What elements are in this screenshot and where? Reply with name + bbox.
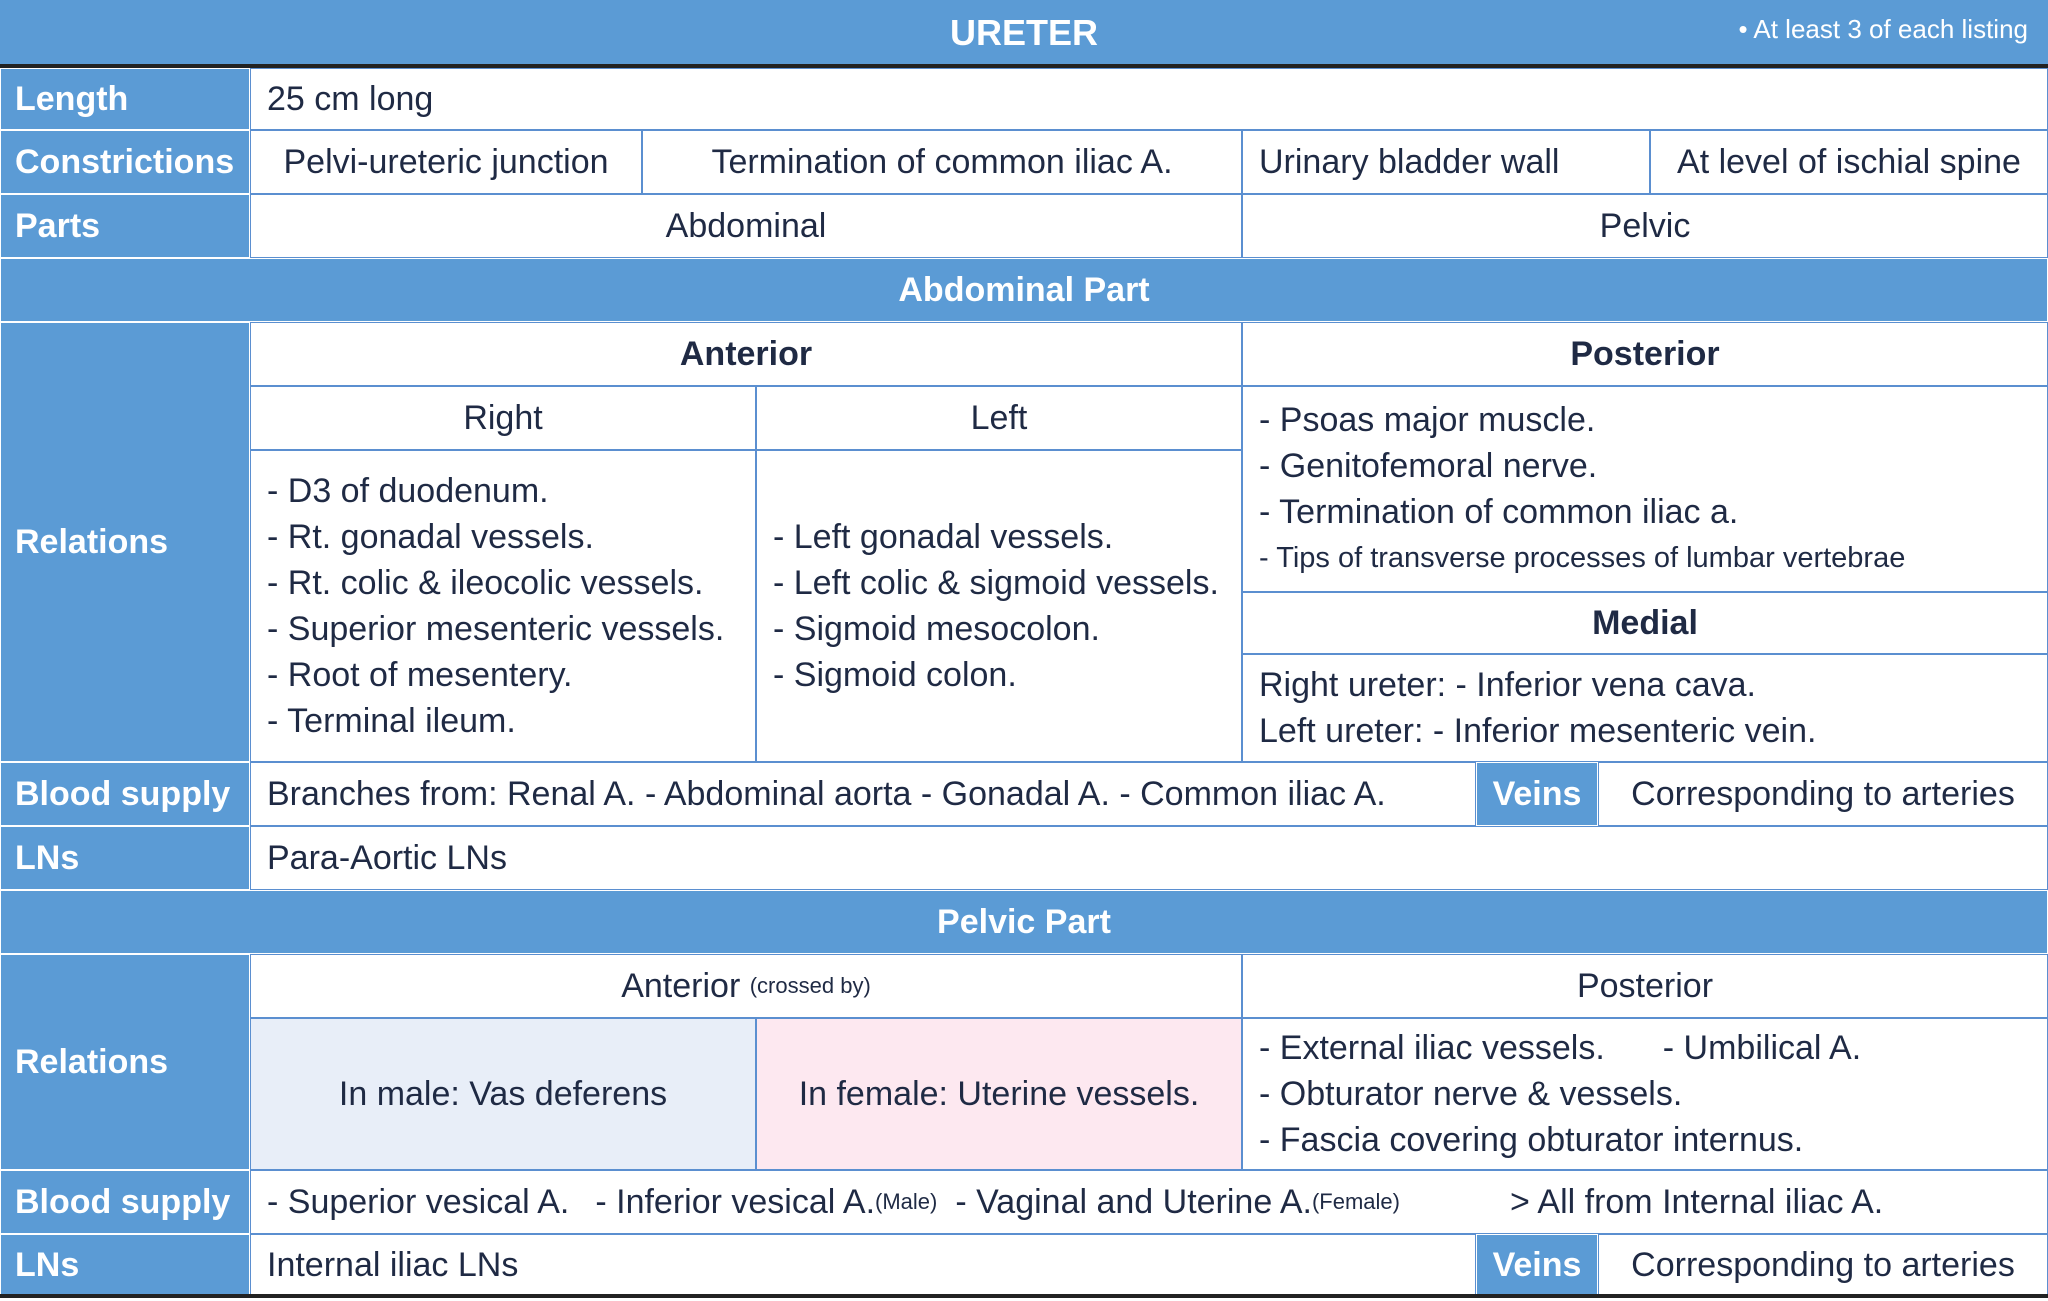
pelvic-veins-value: Corresponding to arteries (1598, 1234, 2048, 1296)
abdominal-blood-label: Blood supply (0, 762, 250, 826)
abdominal-part-header: Abdominal Part (0, 258, 2048, 322)
list-item: - Terminal ileum. (267, 702, 516, 740)
length-value: 25 cm long (250, 68, 2048, 130)
pelvic-anterior-note: (crossed by) (749, 973, 871, 998)
list-item: - Fascia covering obturator internus. (1259, 1121, 1804, 1159)
pelvic-veins-label: Veins (1476, 1234, 1598, 1296)
abdominal-blood-value: Branches from: Renal A. - Abdominal aorta - Gonadal A. - Common iliac A. (250, 762, 1476, 826)
length-label: Length (0, 68, 250, 130)
abdominal-left-list (756, 450, 1242, 762)
pelvic-female-cell: In female: Uterine vessels. (756, 1018, 1242, 1170)
bottom-border (0, 1294, 2048, 1298)
list-item: - External iliac vessels. - Umbilical A. (1259, 1029, 1862, 1067)
list-item: - Termination of common iliac a. (1259, 493, 1739, 531)
list-item: - Superior mesenteric vessels. (267, 610, 725, 648)
list-item: - Obturator nerve & vessels. (1259, 1075, 1683, 1113)
pelvic-posterior-header: Posterior (1242, 954, 2048, 1018)
abdominal-right-list (250, 450, 756, 762)
abdominal-veins-label: Veins (1476, 762, 1598, 826)
list-item: - Left gonadal vessels. (773, 518, 1114, 556)
abdominal-medial-list (1242, 654, 2048, 762)
list-item: - Rt. colic & ileocolic vessels. (267, 564, 704, 602)
constriction-item: At level of ischial spine (1650, 130, 2048, 194)
list-item: - Rt. gonadal vessels. (267, 518, 594, 556)
parts-label: Parts (0, 194, 250, 258)
pelvic-male-cell: In male: Vas deferens (250, 1018, 756, 1170)
title-bar (0, 0, 2048, 66)
list-item: - D3 of duodenum. (267, 472, 549, 510)
abdominal-right-header: Right (250, 386, 756, 450)
list-item: - Root of mesentery. (267, 656, 573, 694)
list-item: Right ureter: - Inferior vena cava. (1259, 666, 1757, 704)
constriction-item: Pelvi-ureteric junction (250, 130, 642, 194)
pelvic-anterior-header: Anterior (crossed by) (250, 954, 1242, 1018)
pelvic-lns-label: LNs (0, 1234, 250, 1296)
abdominal-posterior-list (1242, 386, 2048, 592)
constriction-item: Urinary bladder wall (1242, 130, 1650, 194)
parts-pelvic: Pelvic (1242, 194, 2048, 258)
pelvic-posterior-list (1242, 1018, 2048, 1170)
abdominal-posterior-header: Posterior (1242, 322, 2048, 386)
pelvic-blood-value: - Superior vesical A. - Inferior vesical A. (Male) - Vaginal and Uterine A. (Female) > All from Internal iliac A. (250, 1170, 2048, 1234)
abdominal-veins-value: Corresponding to arteries (1598, 762, 2048, 826)
abdominal-relations-label: Relations (0, 322, 250, 762)
abdominal-medial-header: Medial (1242, 592, 2048, 654)
constrictions-label: Constrictions (0, 130, 250, 194)
page-title: URETER (949, 12, 1098, 53)
parts-abdominal: Abdominal (250, 194, 1242, 258)
abdominal-lns-label: LNs (0, 826, 250, 890)
title-note: • At least 3 of each listing (1738, 14, 2028, 44)
pelvic-part-header: Pelvic Part (0, 890, 2048, 954)
list-item: Left ureter: - Inferior mesenteric vein. (1259, 712, 1817, 750)
list-item: - Sigmoid mesocolon. (773, 610, 1100, 648)
list-item: - Genitofemoral nerve. (1259, 447, 1598, 485)
constriction-item: Termination of common iliac A. (642, 130, 1242, 194)
abdominal-lns-value: Para-Aortic LNs (250, 826, 2048, 890)
abdominal-left-header: Left (756, 386, 1242, 450)
pelvic-blood-label: Blood supply (0, 1170, 250, 1234)
abdominal-anterior-header: Anterior (250, 322, 1242, 386)
pelvic-relations-label: Relations (0, 954, 250, 1170)
list-item: - Sigmoid colon. (773, 656, 1017, 694)
list-item: - Psoas major muscle. (1259, 401, 1596, 439)
list-item: - Tips of transverse processes of lumbar vertebrae (1259, 542, 1906, 574)
list-item: - Left colic & sigmoid vessels. (773, 564, 1219, 602)
pelvic-lns-value: Internal iliac LNs (250, 1234, 1476, 1296)
